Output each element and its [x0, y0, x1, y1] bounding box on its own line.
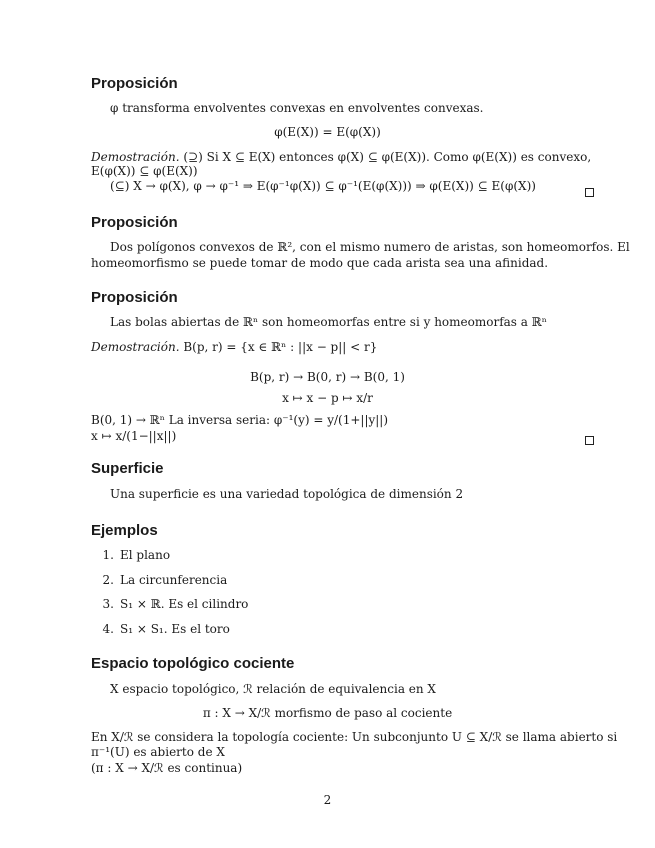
section-heading-proposicion-3: Proposición — [91, 289, 178, 306]
proof-line: E(φ(X)) ⊆ φ(E(X)) — [91, 164, 198, 178]
paragraph-line: π⁻¹(U) es abierto de X — [91, 745, 225, 759]
section-heading-espacio-cociente: Espacio topológico cociente — [91, 655, 295, 672]
proposition-statement: Las bolas abiertas de ℝⁿ son homeomorfas entre si y homeomorfas a ℝⁿ — [110, 315, 547, 329]
proposition-statement: φ transforma envolventes convexas en envolventes convexas. — [110, 101, 484, 115]
definition-text: Una superficie es una variedad topológica de dimensión 2 — [110, 487, 464, 501]
display-formula: B(p, r) → B(0, r) → B(0, 1) — [250, 370, 405, 384]
list-item-text: S₁ × S₁. Es el toro — [120, 622, 230, 636]
paragraph-line: En X/ℛ se considera la topología cociente: Un subconjunto U ⊆ X/ℛ se llama abierto si — [91, 730, 618, 744]
list-item — [86, 597, 248, 611]
list-item — [86, 548, 170, 562]
section-heading-superficie: Superficie — [91, 460, 164, 477]
paragraph-line: homeomorfismo se puede tomar de modo que cada arista sea una afinidad. — [91, 256, 549, 270]
display-formula: x ↦ x − p ↦ x/r — [282, 391, 373, 405]
display-formula: φ(E(X)) = E(φ(X)) — [274, 125, 381, 139]
page-number: 2 — [323, 793, 332, 807]
proof-line — [91, 150, 591, 164]
list-item-number: 2. — [102, 573, 114, 587]
proof-line: x ↦ x/(1−||x||) — [91, 429, 177, 443]
proof-line — [91, 340, 377, 354]
paragraph-line: Dos polígonos convexos de ℝ², con el mismo numero de aristas, son homeomorfos. El — [110, 240, 630, 254]
section-heading-proposicion-2: Proposición — [91, 214, 178, 231]
list-item-number: 4. — [102, 622, 114, 636]
qed-symbol — [585, 430, 594, 449]
proof-line: (⊆) X → φ(X), φ → φ⁻¹ ⇒ E(φ⁻¹φ(X)) ⊆ φ⁻¹(E(φ(X))) ⇒ φ(E(X)) ⊆ E(φ(X)) — [110, 179, 536, 193]
display-formula: π : X → X/ℛ morfismo de paso al cociente — [202, 706, 453, 720]
list-item-text: S₁ × ℝ. Es el cilindro — [120, 597, 249, 611]
proof-label: Demostración. — [91, 150, 180, 164]
section-heading-ejemplos: Ejemplos — [91, 522, 158, 539]
proof-line: B(0, 1) → ℝⁿ La inversa seria: φ⁻¹(y) = y/(1+||y||) — [91, 413, 389, 427]
list-item-text: La circunferencia — [120, 573, 228, 587]
paragraph-line: (π : X → X/ℛ es continua) — [91, 761, 243, 775]
list-item — [86, 573, 227, 587]
list-item — [86, 622, 230, 636]
proof-text: B(p, r) = {x ∈ ℝⁿ : ||x − p|| < r} — [183, 340, 378, 354]
qed-symbol — [585, 182, 594, 201]
list-item-text: El plano — [120, 548, 171, 562]
list-item-number: 3. — [102, 597, 114, 611]
paragraph-line: X espacio topológico, ℛ relación de equivalencia en X — [110, 682, 436, 696]
section-heading-proposicion-1: Proposición — [91, 75, 178, 92]
list-item-number: 1. — [102, 548, 114, 562]
proof-text: (⊇) Si X ⊆ E(X) entonces φ(X) ⊆ φ(E(X)). Como φ(E(X)) es convexo, — [183, 150, 592, 164]
proof-label: Demostración. — [91, 340, 180, 354]
